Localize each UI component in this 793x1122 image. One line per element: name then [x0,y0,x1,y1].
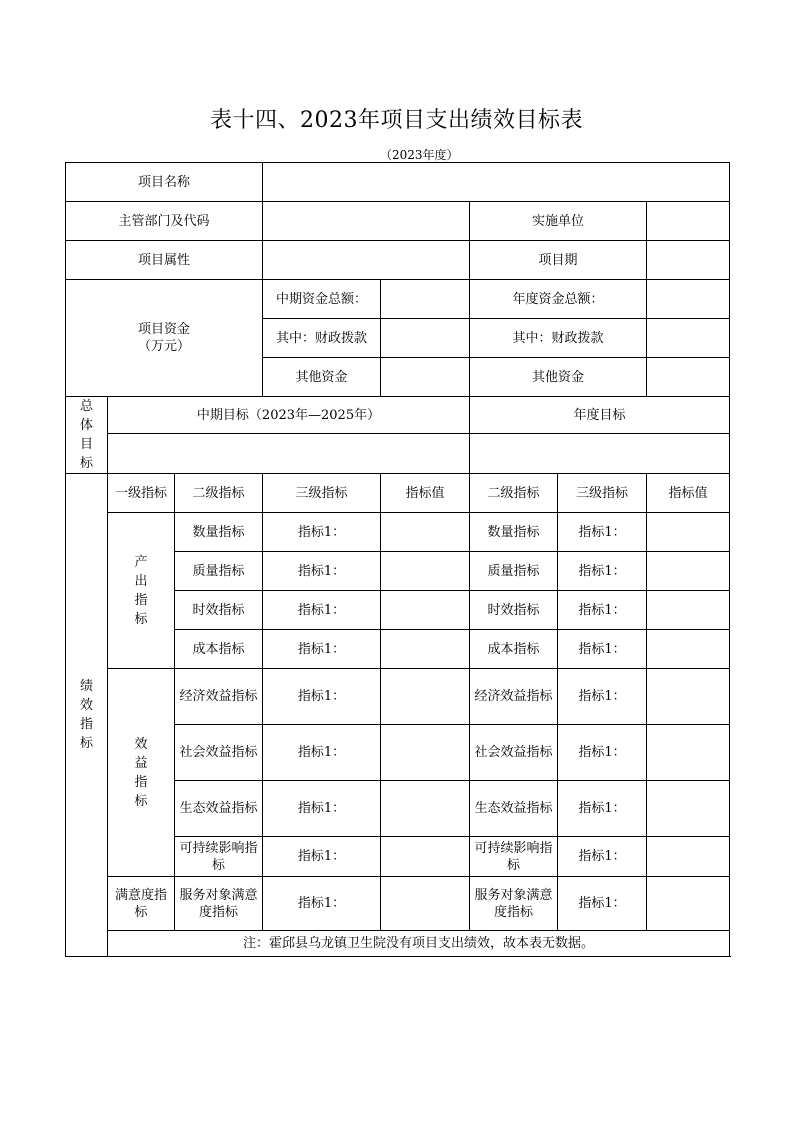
quantity-label-mid: 数量指标 [175,513,263,552]
project-attr-label: 项目属性 [66,241,263,280]
fiscal-mid-label: 其中：财政拨款 [263,319,381,358]
timeliness-label-mid: 时效指标 [175,591,263,630]
dept-code-label: 主管部门及代码 [66,202,263,241]
indicator-annual: 指标1： [558,591,647,630]
row-overall-head [66,397,730,434]
overall-target-label: 总体目标 [66,397,108,474]
satisfaction-label: 满意度指标 [108,877,175,931]
social-label-annual: 社会效益指标 [470,725,558,781]
indicator-value-annual [647,513,730,552]
indicator-value-mid [381,630,470,669]
project-attr-value [263,241,470,280]
other-mid-label: 其他资金 [263,358,381,397]
header-value-mid: 指标值 [381,474,470,513]
row-funds-total [66,280,730,319]
indicator-value-annual [647,725,730,781]
cost-label-mid: 成本指标 [175,630,263,669]
indicator-mid: 指标1： [263,591,381,630]
output-label: 产出指标 [108,513,175,669]
annual-total-value [647,280,730,319]
annual-total-label: 年度资金总额： [470,280,647,319]
header-level3-mid: 三级指标 [263,474,381,513]
row-footnote [66,931,730,957]
mid-target-label: 中期目标（2023年—2025年） [108,397,470,434]
indicator-mid: 指标1： [263,552,381,591]
quantity-label-annual: 数量指标 [470,513,558,552]
indicator-value-mid [381,725,470,781]
annual-target-label: 年度目标 [470,397,730,434]
row-satisfaction [66,877,730,931]
indicator-value-annual [647,877,730,931]
header-level3-annual: 三级指标 [558,474,647,513]
row-benefit-economic [66,669,730,725]
indicator-mid: 指标1： [263,669,381,725]
dept-code-value [263,202,470,241]
quality-label-mid: 质量指标 [175,552,263,591]
mid-total-label: 中期资金总额： [263,280,381,319]
indicator-mid: 指标1： [263,725,381,781]
row-project-name [66,163,730,202]
other-annual-value [647,358,730,397]
indicator-value-annual [647,669,730,725]
fiscal-annual-value [647,319,730,358]
sustainable-label-annual: 可持续影响指标 [470,837,558,877]
satisfaction-row-label-mid: 服务对象满意度指标 [175,877,263,931]
impl-unit-label: 实施单位 [470,202,647,241]
mid-target-value [108,434,470,474]
impl-unit-value [647,202,730,241]
indicator-mid: 指标1： [263,877,381,931]
indicator-annual: 指标1： [558,669,647,725]
indicator-annual: 指标1： [558,630,647,669]
indicator-annual: 指标1： [558,877,647,931]
project-period-value [647,241,730,280]
indicator-mid: 指标1： [263,837,381,877]
indicator-value-annual [647,781,730,837]
indicator-value-annual [647,630,730,669]
indicator-value-mid [381,877,470,931]
page-title: 表十四、2023年项目支出绩效目标表 [210,108,583,133]
annual-target-value [470,434,730,474]
year-note: （2023年度） [380,148,459,162]
funds-label: 项目资金 （万元） [66,280,263,397]
benefit-label: 效益指标 [108,669,175,877]
header-level1: 一级指标 [108,474,175,513]
ecological-label-mid: 生态效益指标 [175,781,263,837]
indicator-value-annual [647,591,730,630]
timeliness-label-annual: 时效指标 [470,591,558,630]
indicator-annual: 指标1： [558,725,647,781]
perf-label: 绩效指标 [66,474,108,957]
project-period-label: 项目期 [470,241,647,280]
mid-total-value [381,280,470,319]
ecological-label-annual: 生态效益指标 [470,781,558,837]
row-attr [66,241,730,280]
project-name-value [263,163,730,202]
row-output-quantity [66,513,730,552]
economic-label-annual: 经济效益指标 [470,669,558,725]
indicator-mid: 指标1： [263,781,381,837]
indicator-mid: 指标1： [263,630,381,669]
header-value-annual: 指标值 [647,474,730,513]
project-name-label: 项目名称 [66,163,263,202]
sustainable-label-mid: 可持续影响指标 [175,837,263,877]
social-label-mid: 社会效益指标 [175,725,263,781]
row-overall-body [66,434,730,474]
indicator-value-mid [381,781,470,837]
cost-label-annual: 成本指标 [470,630,558,669]
indicator-value-mid [381,513,470,552]
row-perf-header [66,474,730,513]
indicator-annual: 指标1： [558,837,647,877]
indicator-value-mid [381,837,470,877]
fiscal-annual-label: 其中：财政拨款 [470,319,647,358]
indicator-value-mid [381,669,470,725]
row-dept [66,202,730,241]
performance-target-table [65,162,730,957]
fiscal-mid-value [381,319,470,358]
indicator-value-mid [381,591,470,630]
satisfaction-row-label-annual: 服务对象满意度指标 [470,877,558,931]
other-annual-label: 其他资金 [470,358,647,397]
other-mid-value [381,358,470,397]
indicator-mid: 指标1： [263,513,381,552]
economic-label-mid: 经济效益指标 [175,669,263,725]
header-level2-annual: 二级指标 [470,474,558,513]
indicator-annual: 指标1： [558,552,647,591]
indicator-value-annual [647,837,730,877]
indicator-value-mid [381,552,470,591]
header-level2-mid: 二级指标 [175,474,263,513]
quality-label-annual: 质量指标 [470,552,558,591]
indicator-value-annual [647,552,730,591]
indicator-annual: 指标1： [558,513,647,552]
footnote: 注：霍邱县乌龙镇卫生院没有项目支出绩效，故本表无数据。 [108,931,730,957]
indicator-annual: 指标1： [558,781,647,837]
